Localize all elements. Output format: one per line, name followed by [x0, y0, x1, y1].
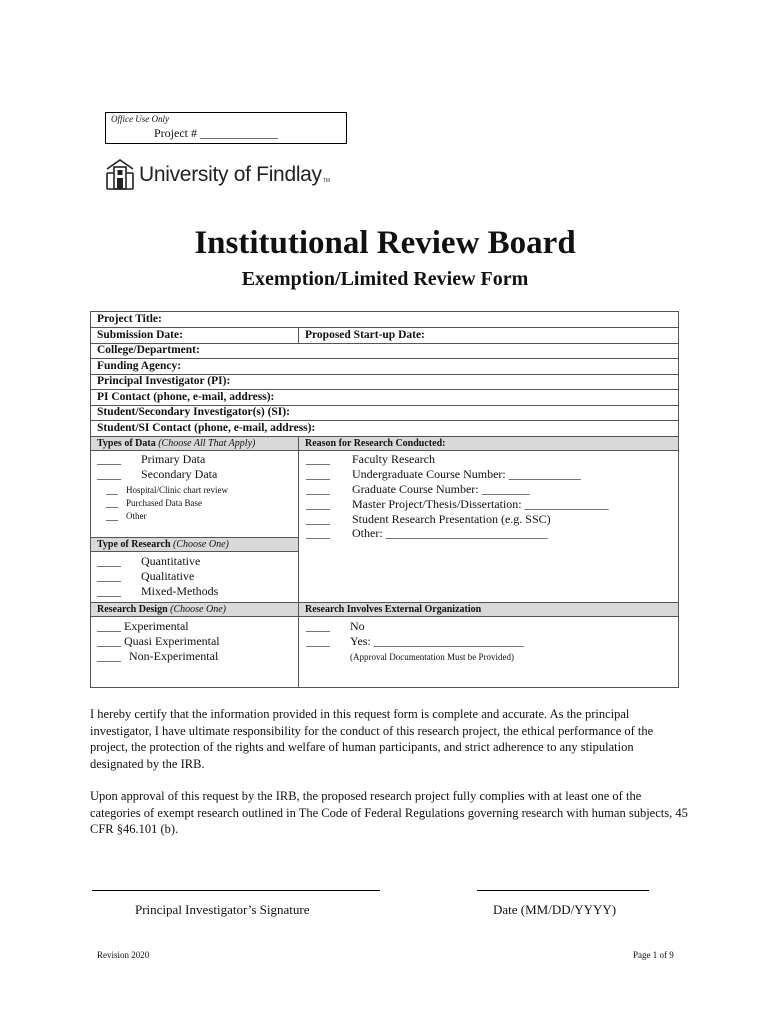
checkbox-blank: ____ [306, 619, 330, 633]
research-design-label: Research Design [97, 604, 168, 615]
reason-undergrad-option[interactable] [306, 467, 581, 481]
research-design-header [91, 603, 298, 616]
option-label: Faculty Research [352, 452, 435, 466]
option-label: Non-Experimental [129, 649, 219, 663]
funding-label: Funding Agency: [97, 360, 182, 372]
option-label: Mixed-Methods [141, 584, 219, 598]
option-label: Purchased Data Base [126, 498, 202, 508]
project-title-label: Project Title: [97, 313, 162, 325]
option-label: No [350, 619, 365, 633]
external-yes-option[interactable] [306, 634, 524, 648]
divider [298, 328, 299, 343]
pi-contact-label: PI Contact (phone, e-mail, address): [97, 391, 275, 403]
option-label: Hospital/Clinic chart review [126, 485, 228, 495]
option-label: Other: ___________________________ [352, 526, 548, 540]
si-contact-label: Student/SI Contact (phone, e-mail, address): [97, 422, 316, 434]
checkbox-blank: ____ [306, 467, 330, 481]
college-label: College/Department: [97, 344, 200, 356]
university-logo [105, 158, 330, 192]
certification-paragraph: I hereby certify that the information provided in this request form is complete and accurate. As the principal investigator, I have ultimate responsibility for the conduct of this research project, the ethical performance of the project, the protection of the rights and welfare of human participants, and strict adherence to any stipulation designated by the IRB. [90, 707, 654, 771]
proposed-start-date-label: Proposed Start-up Date: [305, 329, 425, 341]
pi-contact-row[interactable] [91, 390, 678, 406]
si-contact-row[interactable] [91, 421, 678, 437]
checkbox-blank: __ [106, 482, 118, 496]
option-label: Quantitative [141, 554, 201, 568]
checkbox-blank: ____ [306, 512, 330, 526]
checkbox-blank: ____ [306, 526, 330, 540]
checkbox-blank: ____ [97, 634, 121, 648]
checkbox-blank: ____ [97, 584, 121, 598]
external-org-header [299, 603, 678, 616]
pi-label: Principal Investigator (PI): [97, 375, 231, 387]
reason-header [299, 437, 678, 450]
option-label: Student Research Presentation (e.g. SSC) [352, 512, 551, 526]
approval-note: (Approval Documentation Must be Provided) [350, 652, 514, 662]
quasi-experimental-option[interactable] [97, 634, 220, 648]
mixed-methods-option[interactable] [97, 584, 218, 598]
checkbox-blank: ____ [97, 569, 121, 583]
qualitative-option[interactable] [97, 569, 194, 583]
checkbox-blank: ____ [306, 634, 330, 648]
project-number-field: Project # _____________ [154, 126, 278, 140]
type-of-research-hint: (Choose One) [173, 539, 229, 550]
reason-graduate-option[interactable] [306, 482, 530, 496]
pi-row[interactable] [91, 374, 678, 390]
types-of-data-header [91, 437, 298, 450]
signature-label: Principal Investigator’s Signature [135, 902, 310, 917]
option-label: Qualitative [141, 569, 195, 583]
divider [91, 551, 298, 552]
checkbox-blank: ____ [306, 452, 330, 466]
checkbox-blank: __ [106, 495, 118, 509]
checkbox-blank: ____ [97, 554, 121, 568]
tower-icon [105, 159, 135, 191]
checkbox-blank: ____ [306, 497, 330, 511]
option-label: Undergraduate Course Number: ____________ [352, 467, 581, 481]
non-experimental-option[interactable] [97, 649, 218, 663]
types-of-data-label: Types of Data [97, 438, 156, 449]
si-label: Student/Secondary Investigator(s) (SI): [97, 406, 290, 418]
reason-presentation-option[interactable] [306, 512, 551, 526]
logo-wordmark: University of Findlay [139, 163, 322, 186]
types-of-data-hint: (Choose All That Apply) [158, 438, 256, 449]
si-row[interactable] [91, 405, 678, 421]
page-subtitle: Exemption/Limited Review Form [241, 268, 529, 290]
date-label: Date (MM/DD/YYYY) [493, 902, 617, 917]
revision-label: Revision 2020 [97, 950, 150, 960]
option-label: Yes: _________________________ [350, 634, 524, 648]
experimental-option[interactable] [97, 619, 189, 633]
submission-date-row[interactable] [91, 328, 678, 344]
divider [298, 437, 299, 688]
other-data-option[interactable] [106, 508, 147, 523]
option-label: Graduate Course Number: ________ [352, 482, 530, 496]
signature-line[interactable] [92, 890, 380, 891]
primary-data-option[interactable] [97, 452, 205, 466]
option-label: Quasi Experimental [124, 634, 220, 648]
checkbox-blank: ____ [97, 452, 121, 466]
external-no-option[interactable] [306, 619, 365, 633]
quantitative-option[interactable] [97, 554, 200, 568]
divider [91, 616, 678, 617]
checkbox-blank: ____ [306, 482, 330, 496]
reason-faculty-option[interactable] [306, 452, 435, 466]
page-number: Page 1 of 9 [633, 950, 674, 960]
submission-date-label: Submission Date: [97, 329, 183, 341]
project-title-row[interactable] [91, 312, 678, 328]
option-label: Primary Data [141, 452, 206, 466]
reason-other-option[interactable] [306, 526, 548, 540]
option-label: Secondary Data [141, 467, 218, 481]
date-line[interactable] [477, 890, 649, 891]
page-title: Institutional Review Board [194, 225, 576, 261]
funding-row[interactable] [91, 359, 678, 375]
trademark: TM [322, 178, 330, 184]
college-row[interactable] [91, 343, 678, 359]
secondary-data-option[interactable] [97, 467, 217, 481]
type-of-research-label: Type of Research [97, 539, 171, 550]
checkbox-blank: ____ [97, 649, 121, 663]
option-label: Master Project/Thesis/Dissertation: ______________ [352, 497, 609, 511]
research-design-hint: (Choose One) [170, 604, 226, 615]
checkbox-blank: ____ [97, 619, 121, 633]
form-table [90, 311, 679, 688]
divider [91, 450, 678, 451]
checkbox-blank: __ [106, 508, 118, 522]
checkbox-blank: ____ [97, 467, 121, 481]
approval-paragraph: Upon approval of this request by the IRB, the proposed research project fully complies with at least one of the categories of exempt research outlined in The Code of Federal Regulations governing research with human subjects, 45 CFR §46.101 (b). [90, 789, 688, 836]
office-use-label: Office Use Only [111, 114, 169, 124]
reason-thesis-option[interactable] [306, 497, 609, 511]
option-label: Other [126, 511, 147, 521]
office-use-box [105, 112, 347, 144]
external-org-label: Research Involves External Organization [305, 604, 482, 615]
reason-label: Reason for Research Conducted: [305, 438, 446, 449]
type-of-research-header [91, 538, 298, 551]
option-label: Experimental [124, 619, 189, 633]
